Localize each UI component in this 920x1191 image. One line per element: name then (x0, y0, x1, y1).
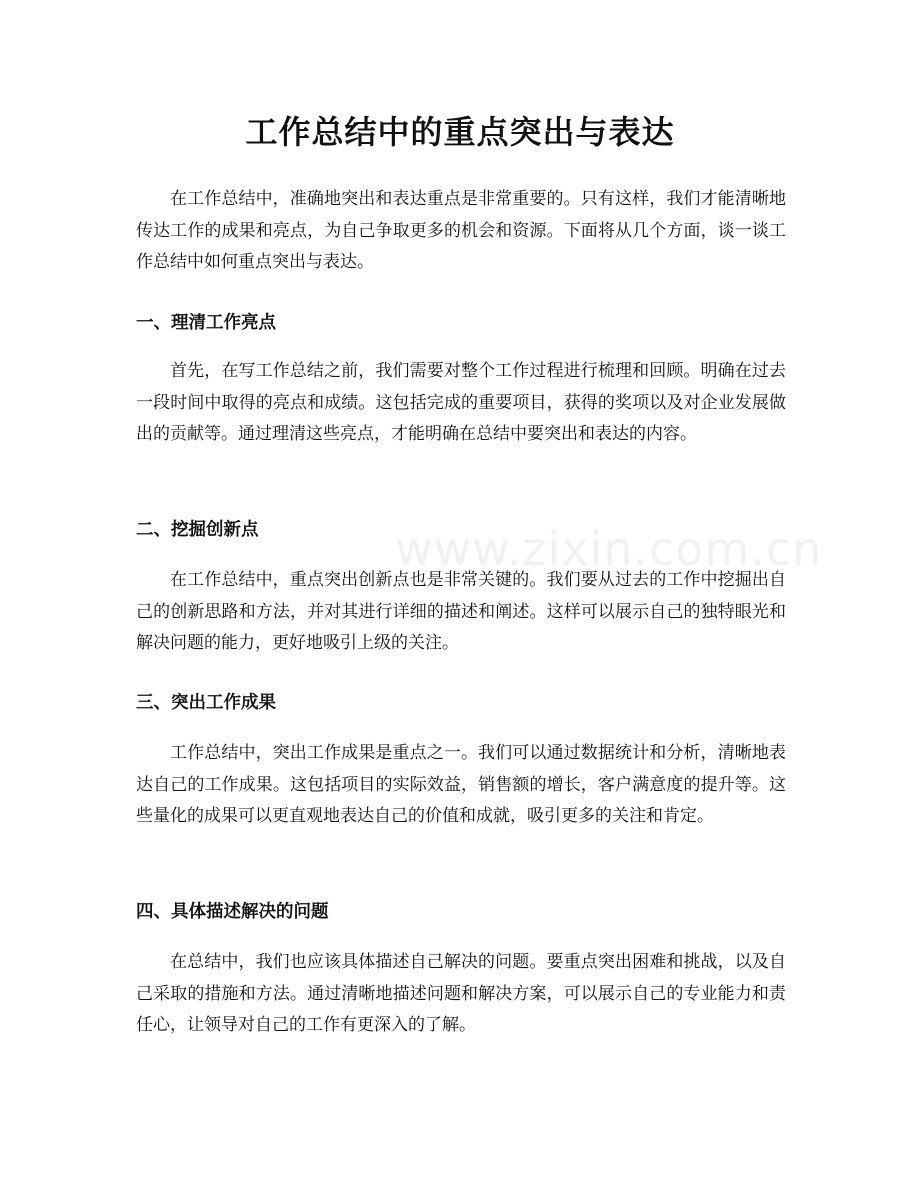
intro-paragraph: 在工作总结中，准确地突出和表达重点是非常重要的。只有这样，我们才能清晰地传达工作的成果和亮点，为自己争取更多的机会和资源。下面将从几个方面，谈一谈工作总结中如何重点突出与表达。 (136, 189, 786, 272)
document-title: 工作总结中的重点突出与表达 (245, 113, 675, 151)
section-heading-2: 二、挖掘创新点 (136, 520, 259, 540)
section-heading-3: 三、突出工作成果 (136, 693, 276, 713)
section-heading-4: 四、具体描述解决的问题 (136, 902, 329, 922)
section-heading-1: 一、理清工作亮点 (136, 313, 276, 333)
section-body-4: 在总结中，我们也应该具体描述自己解决的问题。要重点突出困难和挑战，以及自己采取的措施和方法。通过清晰地描述问题和解决方案，可以展示自己的专业能力和责任心，让领导对自己的工作有更深入的了解。 (136, 952, 786, 1035)
section-body-3: 工作总结中，突出工作成果是重点之一。我们可以通过数据统计和分析，清晰地表达自己的工作成果。这包括项目的实际效益，销售额的增长，客户满意度的提升等。这些量化的成果可以更直观地表达自己的价值和成就，吸引更多的关注和肯定。 (136, 743, 786, 826)
watermark: www.zixin.com.cn (395, 522, 823, 576)
section-body-1: 首先，在写工作总结之前，我们需要对整个工作过程进行梳理和回顾。明确在过去一段时间中取得的亮点和成绩。这包括完成的重要项目，获得的奖项以及对企业发展做出的贡献等。通过理清这些亮点，才能明确在总结中要突出和表达的内容。 (136, 361, 786, 444)
section-body-2: 在工作总结中，重点突出创新点也是非常关键的。我们要从过去的工作中挖掘出自己的创新思路和方法，并对其进行详细的描述和阐述。这样可以展示自己的独特眼光和解决问题的能力，更好地吸引上级的关注。 (136, 570, 786, 653)
